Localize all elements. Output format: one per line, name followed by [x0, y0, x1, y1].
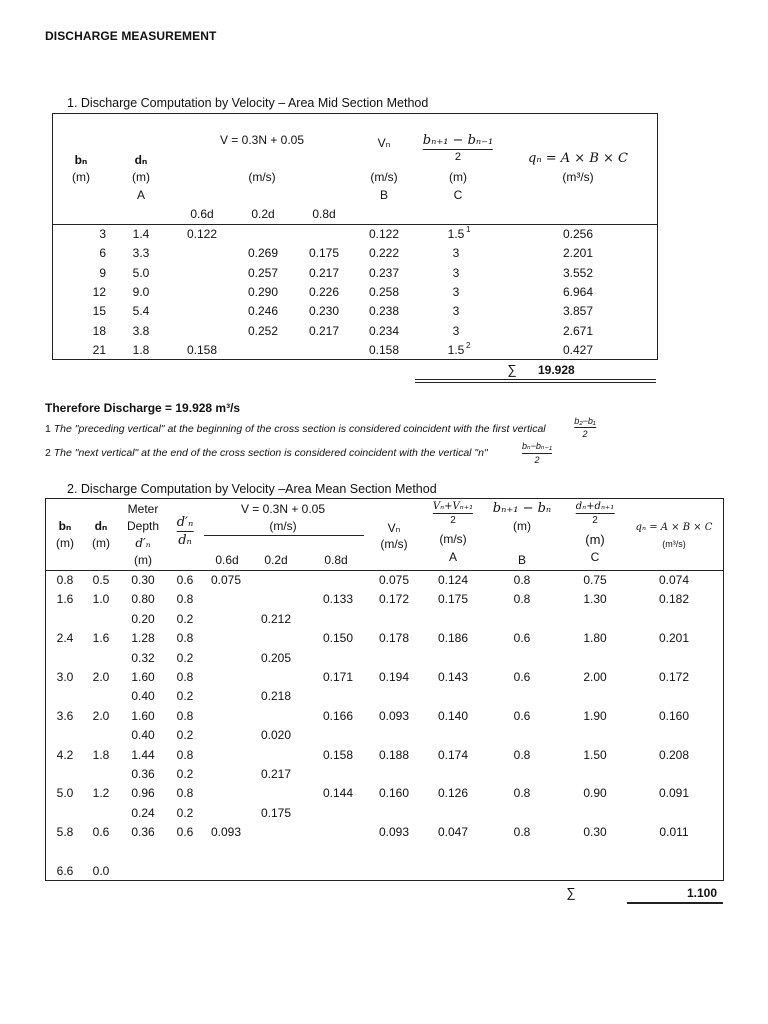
hdr2-meter: Meter — [127, 502, 159, 516]
meansection-cell-v06: 0.093 — [210, 825, 242, 840]
hdr-point-08: 0.8d — [312, 207, 336, 221]
note-1-frac-den: 2 — [582, 429, 588, 439]
meansection-cell-c: 2.00 — [583, 670, 607, 684]
meansection-cell-vn: 0.093 — [378, 825, 410, 840]
meansection-cell-v02: 0.175 — [260, 805, 292, 820]
midsection-cell-w: 1.5 — [447, 227, 465, 241]
meansection-cell-dp: 1.44 — [131, 747, 155, 762]
meansection-cell-q: 0.201 — [658, 631, 690, 646]
meansection-cell-dp: 0.80 — [131, 592, 155, 607]
meansection-cell-a: 0.124 — [437, 573, 469, 587]
hdr-width-fraction — [423, 133, 493, 163]
hdr-q-formula: qₙ = A × B × C — [528, 151, 628, 166]
hdr-velocity-unit: (m/s) — [248, 170, 276, 184]
hdr-b: bₙ — [74, 153, 88, 167]
meansection-cell-v02: 0.205 — [260, 650, 292, 665]
hdr2-point-02: 0.2d — [264, 553, 288, 567]
note-2-text: The "next vertical" at the end of the cross section is considered coincident with the vertical "n" — [53, 447, 488, 459]
hdr2-velocity-unit: (m/s) — [269, 519, 297, 533]
meansection-cell-dp: 1.28 — [131, 631, 155, 646]
hdr2-q-formula: qₙ = A × B × C — [635, 522, 713, 533]
midsection-cell-v08: 0.217 — [308, 265, 340, 280]
meansection-cell-q: 0.160 — [658, 708, 690, 723]
section1-heading: 1. Discharge Computation by Velocity – Area Mid Section Method — [67, 96, 429, 110]
meansection-cell-a: 0.047 — [437, 825, 469, 840]
meansection-cell-bb: 0.8 — [513, 592, 531, 607]
meansection-cell-v02: 0.020 — [260, 728, 292, 743]
midsection-cell-q: 0.256 — [562, 227, 594, 241]
note-1 — [45, 423, 546, 435]
hdr2-q-unit: (m³/s) — [662, 539, 686, 549]
midsection-cell-b: 12 — [92, 284, 106, 299]
hdr-width-den: 2 — [454, 151, 462, 163]
footnote-mark: 2 — [466, 340, 471, 350]
note-2-frac-num: bₙ−bₙ₋₁ — [521, 441, 553, 451]
midsection-cell-w: 3 — [452, 323, 460, 338]
hdr2-depth: Depth — [126, 519, 160, 533]
meansection-cell-c: 0.90 — [583, 786, 607, 801]
hdr2-ratio-num: d′ₙ — [176, 515, 194, 530]
meansection-cell-c: 1.50 — [583, 747, 607, 762]
meansection-cell-a: 0.140 — [437, 708, 469, 723]
midsection-cell-v08: 0.230 — [308, 304, 340, 319]
meansection-cell-bb: 0.6 — [513, 670, 531, 684]
midsection-cell-v06: 0.158 — [186, 342, 218, 357]
meansection-cell-ratio: 0.2 — [176, 689, 194, 704]
note-2-mark: 2 — [45, 447, 51, 459]
meansection-cell-v08: 0.166 — [322, 708, 354, 723]
meansection-cell-vn: 0.075 — [378, 573, 410, 587]
meansection-cell-dp: 0.32 — [131, 650, 155, 665]
meansection-cell-v08: 0.171 — [322, 670, 354, 684]
meansection-cell-v08: 0.144 — [322, 786, 354, 801]
note-2-frac-den: 2 — [534, 455, 540, 465]
meansection-cell-dp: 0.36 — [131, 825, 155, 840]
hdr2-a-unit: (m/s) — [439, 532, 467, 546]
sum2-symbol: ∑ — [566, 885, 576, 900]
meansection-cell-vn: 0.160 — [378, 786, 410, 801]
meansection-cell-dp: 0.40 — [131, 689, 155, 704]
meansection-cell-c: 0.75 — [583, 573, 607, 587]
therefore-discharge: Therefore Discharge = 19.928 m³/s — [45, 401, 241, 415]
midsection-cell-vn: 0.258 — [368, 284, 400, 299]
midsection-cell-vn: 0.234 — [368, 323, 400, 338]
meansection-cell-d: 0.0 — [92, 864, 110, 878]
meansection-cell-ratio: 0.8 — [176, 786, 194, 801]
midsection-cell-w: 3 — [452, 265, 460, 280]
hdr2-c-unit: (m) — [585, 532, 605, 547]
meansection-cell-v06: 0.075 — [210, 573, 242, 587]
midsection-cell-w: 1.5 — [447, 342, 465, 357]
meansection-cell-c: 1.30 — [583, 592, 607, 607]
midsection-cell-q: 2.201 — [562, 246, 594, 261]
meansection-cell-ratio: 0.2 — [176, 611, 194, 626]
meansection-cell-v02: 0.212 — [260, 611, 292, 626]
hdr2-dprime-unit: (m) — [134, 553, 152, 567]
hdr2-a-num: Vₙ+Vₙ₊₁ — [432, 501, 474, 512]
sum1-rule-bottom — [415, 382, 656, 383]
midsection-header-rule — [52, 224, 658, 225]
midsection-cell-vn: 0.122 — [368, 227, 400, 241]
meansection-cell-c: 1.80 — [583, 631, 607, 646]
midsection-cell-v08: 0.226 — [308, 284, 340, 299]
midsection-cell-vn: 0.222 — [368, 246, 400, 261]
meansection-cell-vn: 0.178 — [378, 631, 410, 646]
midsection-cell-q: 2.671 — [562, 323, 594, 338]
meansection-cell-b: 3.0 — [56, 670, 74, 684]
hdr-d-sub: A — [136, 188, 146, 202]
meansection-cell-v08: 0.150 — [322, 631, 354, 646]
hdr2-vn: Vₙ — [387, 521, 401, 535]
meansection-cell-ratio: 0.8 — [176, 708, 194, 723]
hdr2-vn-unit: (m/s) — [380, 537, 408, 551]
sum1-value: 19.928 — [538, 363, 575, 377]
note-2 — [45, 447, 488, 459]
meansection-cell-bb: 0.6 — [513, 708, 531, 723]
meansection-cell-b: 4.2 — [56, 747, 74, 762]
meansection-cell-a: 0.186 — [437, 631, 469, 646]
midsection-cell-b: 21 — [92, 342, 106, 357]
meansection-cell-q: 0.182 — [658, 592, 690, 607]
meansection-cell-dp: 1.60 — [131, 670, 155, 684]
midsection-cell-v02: 0.290 — [247, 284, 279, 299]
section2-heading: 2. Discharge Computation by Velocity –Area Mean Section Method — [67, 482, 437, 496]
meansection-cell-bb: 0.8 — [513, 825, 531, 840]
meansection-cell-v08: 0.133 — [322, 592, 354, 607]
meansection-cell-dp: 0.20 — [131, 611, 155, 626]
hdr2-b-unit: (m) — [56, 536, 74, 550]
hdr2-a-fraction — [433, 501, 473, 526]
midsection-cell-d: 5.4 — [132, 304, 150, 319]
hdr-point-02: 0.2d — [251, 207, 275, 221]
note-1-mark: 1 — [45, 423, 51, 435]
meansection-cell-b: 5.8 — [56, 825, 74, 840]
meansection-cell-q: 0.091 — [658, 786, 690, 801]
meansection-cell-dp: 0.36 — [131, 767, 155, 781]
meansection-cell-dp: 0.96 — [131, 786, 155, 801]
hdr2-dprime: d′ₙ — [135, 536, 151, 550]
hdr2-c-den: 2 — [592, 515, 598, 526]
hdr2-bcol-unit: (m) — [513, 519, 531, 533]
meansection-cell-d: 1.2 — [92, 786, 110, 801]
footnote-mark: 1 — [466, 225, 471, 234]
meansection-cell-q: 0.011 — [659, 825, 689, 840]
hdr2-d: dₙ — [94, 519, 108, 533]
midsection-cell-v02: 0.246 — [247, 304, 279, 319]
midsection-cell-d: 1.8 — [132, 342, 150, 357]
meansection-cell-a: 0.126 — [437, 786, 469, 801]
meansection-cell-bb: 0.8 — [513, 747, 531, 762]
meansection-cell-dp: 0.40 — [131, 728, 155, 743]
midsection-cell-q: 3.857 — [562, 304, 594, 319]
midsection-cell-b: 6 — [99, 246, 106, 261]
midsection-cell-v02: 0.269 — [247, 246, 279, 261]
note-1-frac-num: b₂−b₁ — [574, 416, 596, 426]
midsection-cell-w: 3 — [452, 304, 460, 319]
midsection-cell-vn: 0.237 — [368, 265, 400, 280]
midsection-cell-vn: 0.238 — [368, 304, 400, 319]
midsection-cell-vn: 0.158 — [368, 342, 400, 357]
meansection-cell-ratio: 0.8 — [176, 670, 194, 684]
hdr-width-num: bₙ₊₁ − bₙ₋₁ — [422, 133, 494, 148]
meansection-cell-ratio: 0.2 — [176, 650, 194, 665]
meansection-cell-d: 2.0 — [92, 670, 110, 684]
meansection-cell-ratio: 0.2 — [176, 728, 194, 743]
midsection-cell-b: 18 — [92, 323, 106, 338]
meansection-cell-d: 1.6 — [92, 631, 110, 646]
hdr-d-unit: (m) — [132, 170, 150, 184]
meansection-cell-v02: 0.217 — [260, 767, 292, 781]
meansection-cell-b: 2.4 — [56, 631, 74, 646]
hdr2-a-sub: A — [448, 550, 458, 564]
midsection-cell-d: 3.8 — [132, 323, 150, 338]
hdr2-bcol: bₙ₊₁ − bₙ — [492, 501, 552, 516]
hdr-b-unit: (m) — [72, 170, 90, 184]
midsection-cell-d: 3.3 — [132, 246, 150, 261]
hdr2-d-unit: (m) — [92, 536, 110, 550]
meansection-cell-q: 0.208 — [658, 747, 690, 762]
hdr-d: dₙ — [134, 153, 148, 167]
meansection-cell-ratio: 0.8 — [176, 592, 194, 607]
page-title: DISCHARGE MEASUREMENT — [45, 29, 217, 43]
midsection-cell-d: 5.0 — [132, 265, 150, 280]
meansection-cell-ratio: 0.6 — [176, 825, 194, 840]
hdr-width-sub: C — [453, 188, 463, 202]
note-1-fraction — [574, 416, 596, 439]
meansection-cell-q: 0.074 — [658, 573, 690, 587]
meansection-cell-ratio: 0.6 — [176, 573, 194, 587]
meansection-cell-b: 3.6 — [56, 708, 74, 723]
hdr-vn-sub: B — [379, 188, 389, 202]
meansection-header-rule — [45, 570, 724, 571]
meansection-cell-dp: 0.24 — [131, 805, 155, 820]
meansection-cell-d: 1.8 — [92, 747, 110, 762]
meansection-cell-a: 0.143 — [437, 670, 469, 684]
midsection-cell-d: 9.0 — [132, 284, 150, 299]
hdr2-bcol-sub: B — [517, 553, 527, 567]
meansection-velocity-rule — [204, 535, 364, 536]
meansection-cell-d: 0.5 — [92, 573, 110, 587]
meansection-cell-vn: 0.093 — [378, 708, 410, 723]
meansection-cell-b: 5.0 — [56, 786, 74, 801]
midsection-cell-v08: 0.217 — [308, 323, 340, 338]
midsection-cell-d: 1.4 — [132, 227, 150, 241]
meansection-cell-vn: 0.194 — [378, 670, 410, 684]
meansection-cell-b: 1.6 — [56, 592, 74, 607]
meansection-cell-d: 0.6 — [92, 825, 110, 840]
midsection-cell-w: 3 — [452, 246, 460, 261]
hdr2-point-06: 0.6d — [215, 553, 239, 567]
sum2-value: 1.100 — [686, 886, 717, 900]
hdr2-a-den: 2 — [450, 515, 456, 526]
meansection-cell-ratio: 0.2 — [176, 767, 194, 781]
meansection-cell-dp: 1.60 — [131, 708, 155, 723]
midsection-cell-b: 9 — [99, 265, 106, 280]
meansection-cell-q: 0.172 — [658, 670, 690, 684]
hdr2-point-08: 0.8d — [324, 553, 348, 567]
hdr2-ratio-den: dₙ — [178, 533, 192, 548]
midsection-cell-v08: 0.175 — [308, 246, 340, 261]
meansection-cell-bb: 0.6 — [513, 631, 531, 646]
meansection-cell-d: 1.0 — [92, 592, 110, 607]
hdr-point-06: 0.6d — [190, 207, 214, 221]
meansection-cell-ratio: 0.8 — [176, 631, 194, 646]
meansection-cell-a: 0.175 — [437, 592, 469, 607]
midsection-cell-q: 3.552 — [562, 265, 594, 280]
meansection-cell-d: 2.0 — [92, 708, 110, 723]
hdr-vn-unit: (m/s) — [370, 170, 398, 184]
note-1-text: The "preceding vertical" at the beginning of the cross section is considered coincident with the first vertical — [53, 423, 546, 435]
meansection-cell-vn: 0.172 — [378, 592, 410, 607]
meansection-cell-bb: 0.8 — [513, 573, 531, 587]
midsection-cell-w: 3 — [452, 284, 460, 299]
hdr2-b: bₙ — [58, 519, 72, 533]
hdr-q-unit: (m³/s) — [562, 170, 594, 184]
hdr2-velocity-formula: V = 0.3N + 0.05 — [240, 502, 326, 516]
midsection-cell-v02: 0.257 — [247, 265, 279, 280]
meansection-cell-c: 1.90 — [583, 708, 607, 723]
sum2-rule — [627, 902, 723, 904]
sum1-rule-top — [415, 379, 656, 380]
meansection-cell-v02: 0.218 — [260, 689, 292, 704]
meansection-cell-vn: 0.188 — [378, 747, 410, 762]
midsection-cell-q: 0.427 — [562, 342, 594, 357]
midsection-cell-v02: 0.252 — [247, 323, 279, 338]
meansection-cell-c: 0.30 — [583, 825, 607, 840]
meansection-cell-bb: 0.8 — [513, 786, 531, 801]
hdr2-c-sub: C — [590, 550, 600, 564]
hdr-width-unit: (m) — [449, 170, 467, 184]
midsection-cell-q: 6.964 — [562, 284, 594, 299]
meansection-cell-a: 0.174 — [437, 747, 469, 762]
midsection-cell-b: 15 — [92, 304, 106, 319]
meansection-cell-dp: 0.30 — [131, 573, 155, 587]
hdr2-c-fraction — [576, 501, 615, 526]
hdr-vn: Vₙ — [377, 136, 391, 150]
sum1-symbol: ∑ — [507, 362, 517, 377]
hdr2-ratio-fraction — [177, 515, 194, 548]
meansection-cell-ratio: 0.8 — [176, 747, 194, 762]
note-2-fraction — [522, 441, 552, 465]
hdr2-c-num: dₙ+dₙ₊₁ — [575, 501, 615, 512]
midsection-cell-b: 3 — [99, 227, 106, 241]
hdr-velocity-formula: V = 0.3N + 0.05 — [219, 133, 305, 147]
meansection-cell-v08: 0.158 — [322, 747, 354, 762]
meansection-cell-b: 6.6 — [56, 864, 74, 878]
meansection-cell-ratio: 0.2 — [176, 805, 194, 820]
meansection-cell-b: 0.8 — [56, 573, 74, 587]
midsection-cell-v06: 0.122 — [186, 227, 218, 241]
